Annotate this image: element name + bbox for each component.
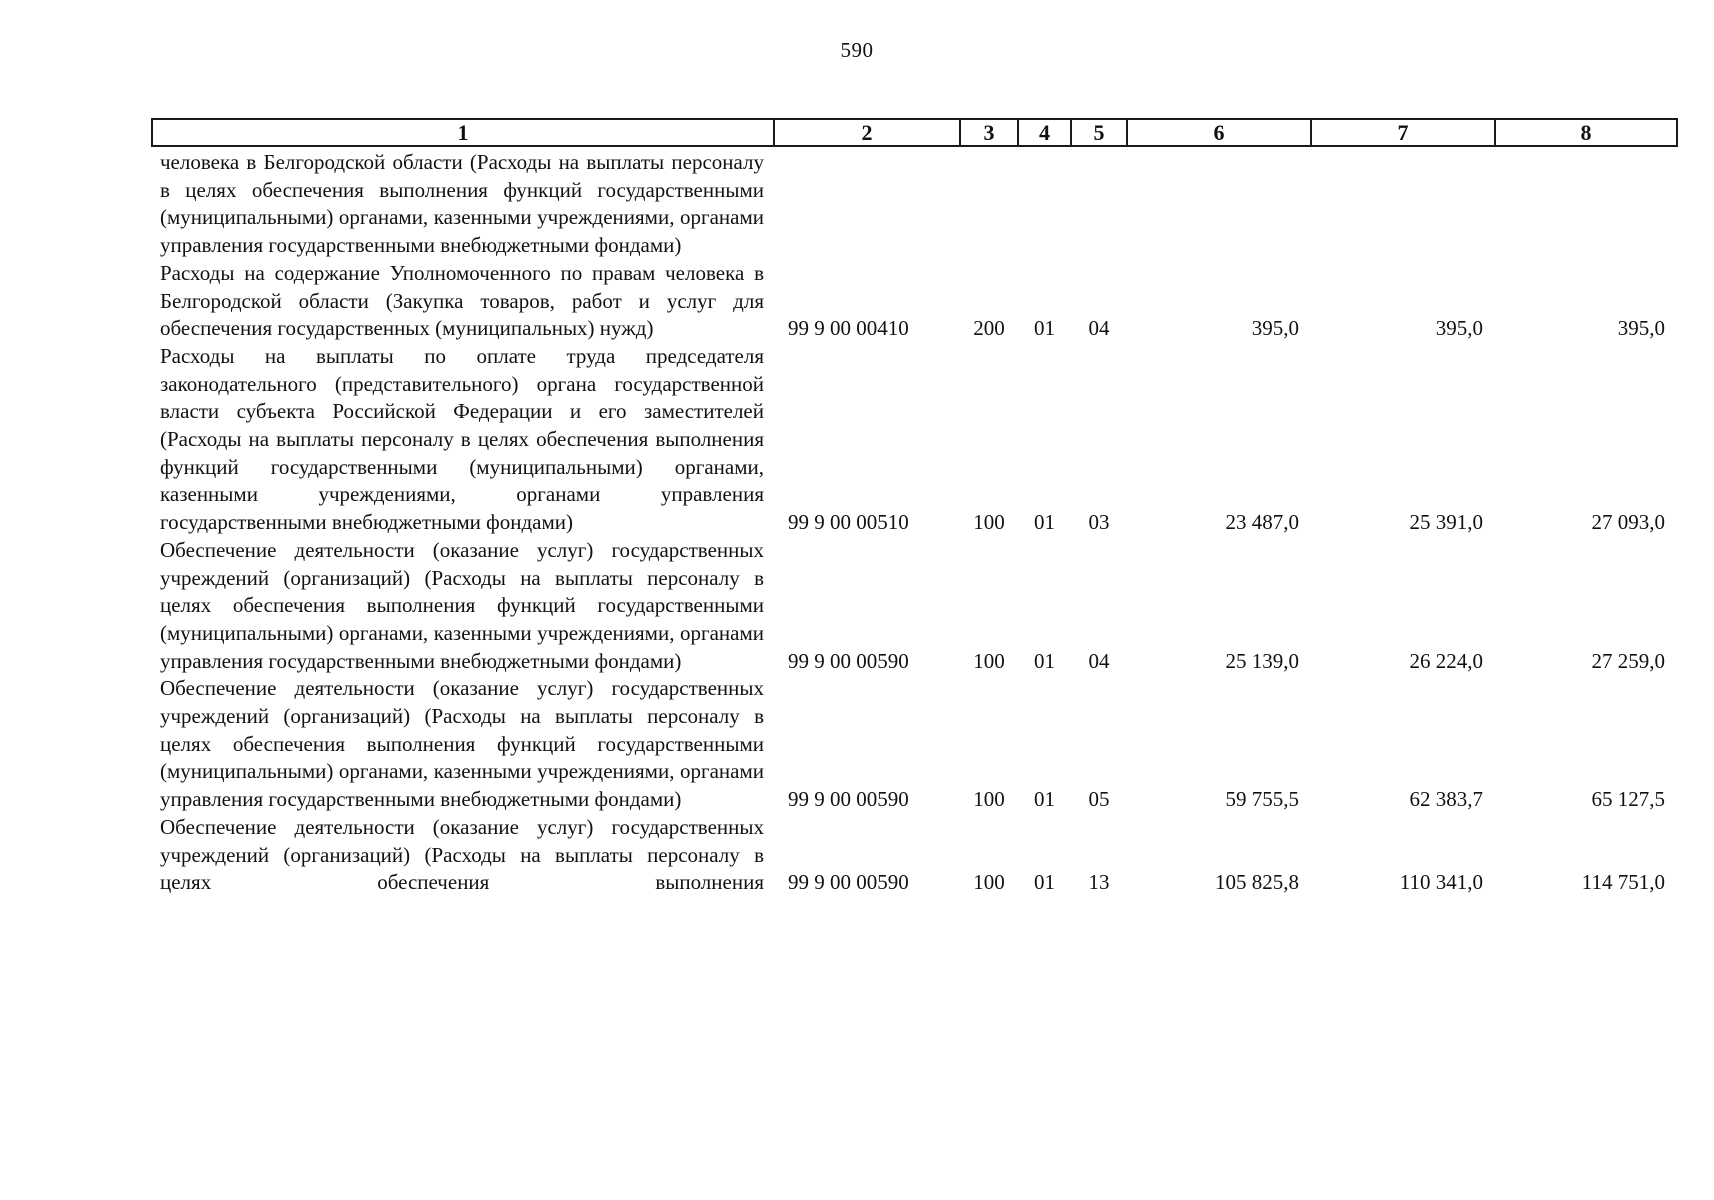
row-amount-8: 395,0 [1617,316,1665,341]
budget-table-container [151,118,1676,897]
header-col-1: 1 [152,119,774,146]
row-col-3: 100 [973,510,1005,535]
row-amount-7: 26 224,0 [1409,648,1483,673]
table-row [152,260,1677,343]
page-number: 590 [840,38,874,62]
row-col-4: 01 [1034,870,1055,895]
row-col-3: 100 [973,648,1005,673]
row-col-4: 01 [1034,510,1055,535]
row-code: 99 9 00 00590 [788,787,909,812]
row-amount-6 [1127,146,1311,260]
table-row [152,343,1677,537]
header-row [152,119,1677,146]
table-row [152,814,1677,897]
row-code [774,146,960,260]
row-code: 99 9 00 00510 [788,510,909,535]
header-col-8: 8 [1495,119,1677,146]
row-col-5: 04 [1088,316,1110,341]
header-col-2: 2 [774,119,960,146]
row-amount-6: 59 755,5 [1225,787,1299,812]
row-amount-8: 114 751,0 [1581,870,1665,895]
row-col-4: 01 [1034,648,1055,673]
row-col-3: 100 [973,870,1005,895]
row-amount-6: 105 825,8 [1215,870,1299,895]
row-col-3: 100 [973,787,1005,812]
table-row [152,146,1677,260]
table-row [152,537,1677,676]
row-code: 99 9 00 00590 [788,648,909,673]
row-col-4: 01 [1034,316,1055,341]
row-amount-8: 27 093,0 [1591,510,1665,535]
row-code: 99 9 00 00410 [788,316,909,341]
row-amount-8 [1495,146,1677,260]
row-col-3: 200 [973,316,1005,341]
row-amount-8: 27 259,0 [1591,648,1665,673]
row-amount-7 [1311,146,1495,260]
row-amount-8: 65 127,5 [1591,787,1665,812]
row-description: Расходы на содержание Уполномоченного по правам человека в Белгородской области (Закупка товаров, работ и услуг для обеспечения государственных (муниципальных) нужд) [160,260,764,341]
row-amount-7: 62 383,7 [1409,787,1483,812]
header-col-3: 3 [960,119,1018,146]
row-description: человека в Белгородской области (Расходы на выплаты персоналу в целях обеспечения выполнения функций государственными (муниципальными) органами, казенными учреждениями, органами управления государственными внебюджетными фондами) [160,150,764,258]
row-col-5: 03 [1088,510,1110,535]
table-row [152,675,1677,814]
row-description: Обеспечение деятельности (оказание услуг) государственных учреждений (организаций) (Расходы на выплаты персоналу в целях обеспечения выполнения [160,814,764,895]
row-amount-6: 23 487,0 [1225,510,1299,535]
header-col-4: 4 [1018,119,1071,146]
row-code: 99 9 00 00590 [788,870,909,895]
row-col-4 [1018,146,1071,260]
row-col-4: 01 [1034,787,1055,812]
row-description: Обеспечение деятельности (оказание услуг) государственных учреждений (организаций) (Расходы на выплаты персоналу в целях обеспечения выполнения функций государственными (муниципальными) органами, казенными учреждениями, органами управления государственными внебюджетными фондами) [160,537,764,673]
row-amount-7: 110 341,0 [1399,870,1483,895]
row-amount-7: 25 391,0 [1409,510,1483,535]
row-col-3 [960,146,1018,260]
row-description: Расходы на выплаты по оплате труда председателя законодательного (представительного) органа государственной власти субъекта Российской Федерации и его заместителей (Расходы на выплаты персоналу в целях обеспечения выполнения функций государственными (муниципальными) органами, казенными учреждениями, органами управления государственными внебюджетными фондами) [160,343,764,535]
row-amount-6: 25 139,0 [1225,648,1299,673]
row-col-5: 13 [1088,870,1110,895]
row-amount-7: 395,0 [1435,316,1483,341]
header-col-7: 7 [1311,119,1495,146]
header-col-6: 6 [1127,119,1311,146]
budget-table [151,118,1678,897]
header-col-5: 5 [1071,119,1127,146]
row-col-5: 05 [1088,787,1110,812]
row-col-5: 04 [1088,648,1110,673]
row-amount-6: 395,0 [1251,316,1299,341]
row-col-5 [1071,146,1127,260]
row-description: Обеспечение деятельности (оказание услуг) государственных учреждений (организаций) (Расходы на выплаты персоналу в целях обеспечения выполнения функций государственными (муниципальными) органами, казенными учреждениями, органами управления государственными внебюджетными фондами) [160,676,764,812]
